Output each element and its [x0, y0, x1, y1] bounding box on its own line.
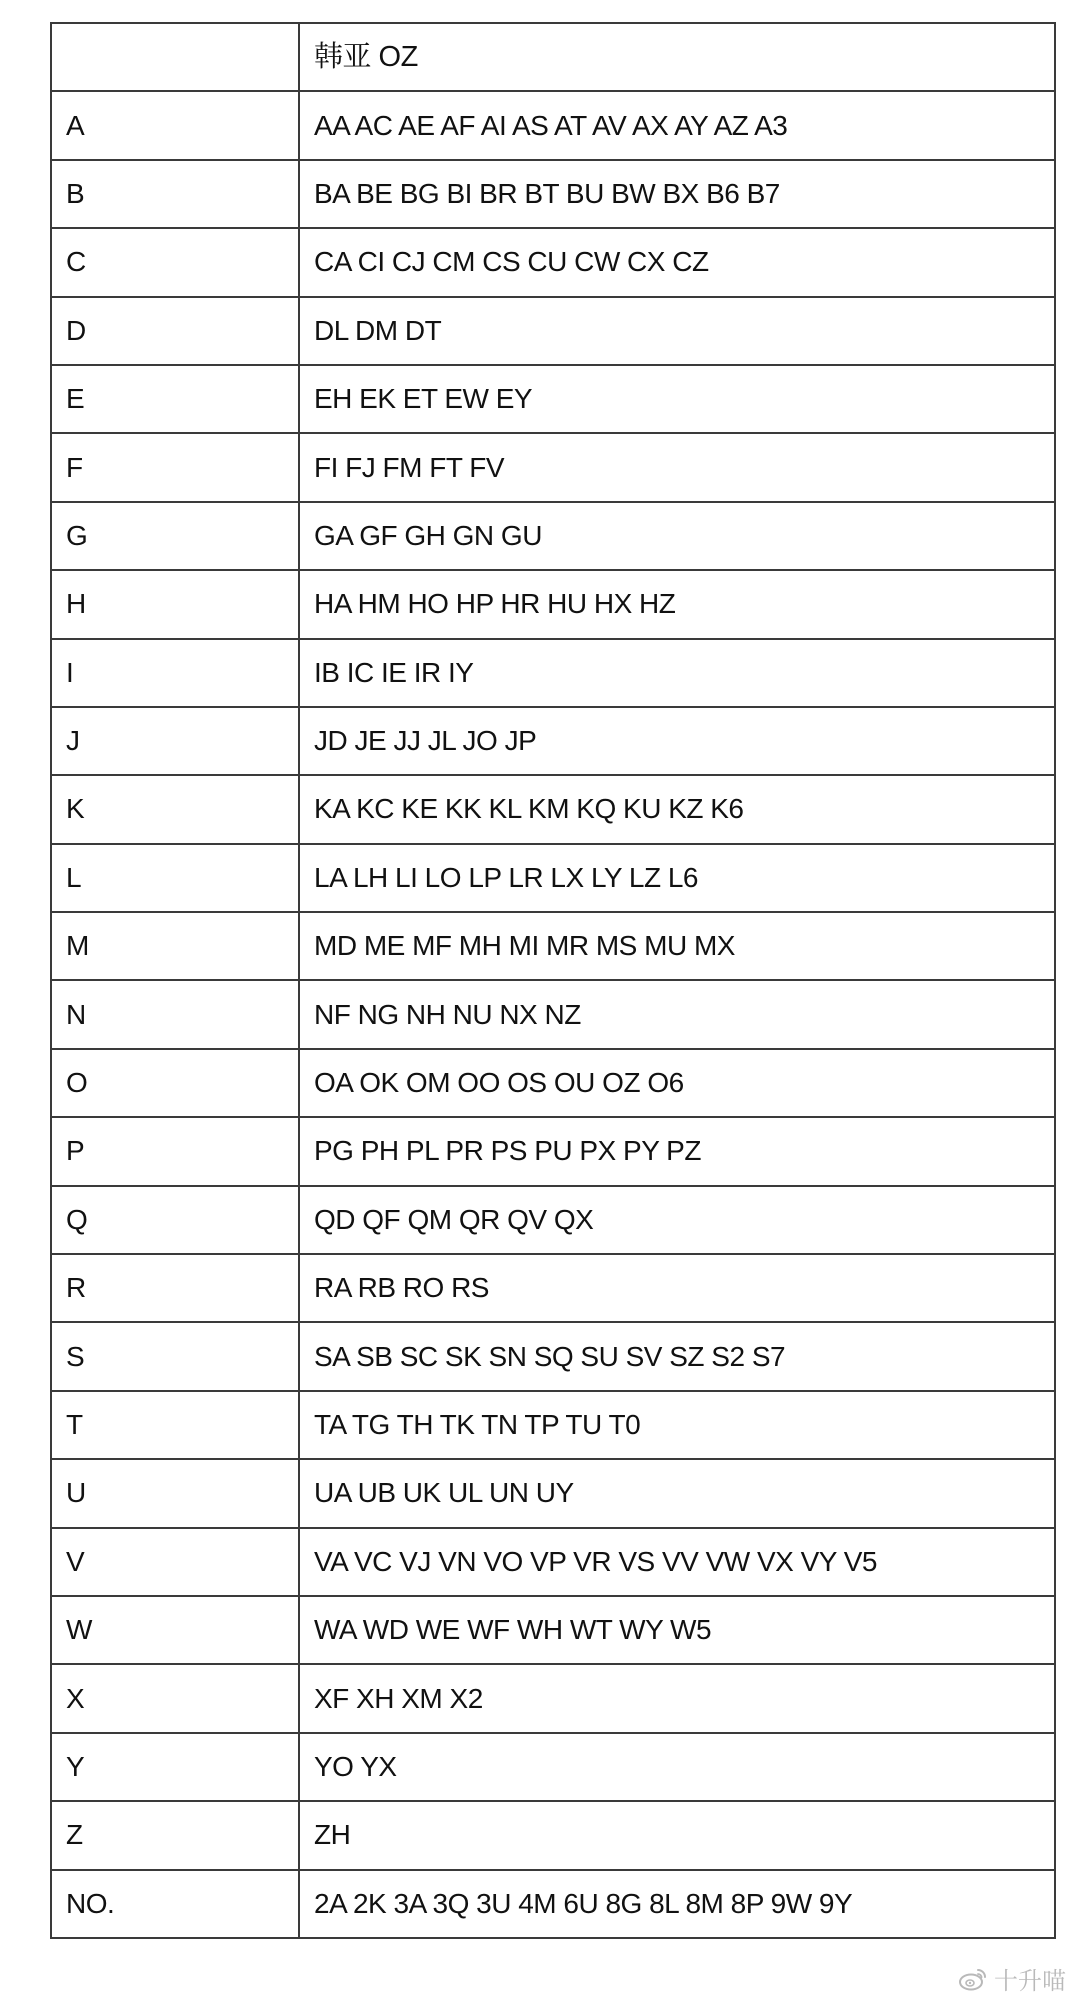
header-label-cell [51, 23, 299, 91]
row-codes-cell: AA AC AE AF AI AS AT AV AX AY AZ A3 [299, 91, 1055, 159]
row-codes-cell: JD JE JJ JL JO JP [299, 707, 1055, 775]
row-codes-cell: NF NG NH NU NX NZ [299, 980, 1055, 1048]
row-codes-cell: LA LH LI LO LP LR LX LY LZ L6 [299, 844, 1055, 912]
table-row [51, 1664, 1055, 1732]
watermark [958, 1961, 1066, 1996]
table-row [51, 1459, 1055, 1527]
row-label-cell: S [51, 1322, 299, 1390]
row-codes-cell: YO YX [299, 1733, 1055, 1801]
table-row [51, 433, 1055, 501]
row-label-cell: M [51, 912, 299, 980]
row-label-cell: K [51, 775, 299, 843]
table-row [51, 639, 1055, 707]
row-codes-cell: OA OK OM OO OS OU OZ O6 [299, 1049, 1055, 1117]
table-row [51, 1870, 1055, 1938]
row-label-cell: G [51, 502, 299, 570]
row-codes-cell: RA RB RO RS [299, 1254, 1055, 1322]
table-row [51, 1322, 1055, 1390]
row-label-cell: T [51, 1391, 299, 1459]
row-codes-cell: PG PH PL PR PS PU PX PY PZ [299, 1117, 1055, 1185]
airline-code-table [50, 22, 1056, 1939]
row-codes-cell: CA CI CJ CM CS CU CW CX CZ [299, 228, 1055, 296]
header-value-cell: 韩亚 OZ [299, 23, 1055, 91]
table-row [51, 1528, 1055, 1596]
row-codes-cell: MD ME MF MH MI MR MS MU MX [299, 912, 1055, 980]
row-codes-cell: TA TG TH TK TN TP TU T0 [299, 1391, 1055, 1459]
row-codes-cell: UA UB UK UL UN UY [299, 1459, 1055, 1527]
row-label-cell: H [51, 570, 299, 638]
row-codes-cell: SA SB SC SK SN SQ SU SV SZ S2 S7 [299, 1322, 1055, 1390]
table-row [51, 1733, 1055, 1801]
table-row [51, 1254, 1055, 1322]
row-codes-cell: VA VC VJ VN VO VP VR VS VV VW VX VY V5 [299, 1528, 1055, 1596]
weibo-icon [958, 1967, 988, 1991]
row-label-cell: N [51, 980, 299, 1048]
table-row [51, 570, 1055, 638]
table-row [51, 912, 1055, 980]
table-row [51, 707, 1055, 775]
row-label-cell: Z [51, 1801, 299, 1869]
row-label-cell: D [51, 297, 299, 365]
row-codes-cell: GA GF GH GN GU [299, 502, 1055, 570]
row-label-cell: B [51, 160, 299, 228]
row-codes-cell: BA BE BG BI BR BT BU BW BX B6 B7 [299, 160, 1055, 228]
row-label-cell: F [51, 433, 299, 501]
row-codes-cell: HA HM HO HP HR HU HX HZ [299, 570, 1055, 638]
table-row [51, 1117, 1055, 1185]
row-label-cell: P [51, 1117, 299, 1185]
table-row [51, 775, 1055, 843]
table-row [51, 1186, 1055, 1254]
row-codes-cell: XF XH XM X2 [299, 1664, 1055, 1732]
row-codes-cell: DL DM DT [299, 297, 1055, 365]
row-codes-cell: FI FJ FM FT FV [299, 433, 1055, 501]
table-row [51, 91, 1055, 159]
row-label-cell: X [51, 1664, 299, 1732]
watermark-text: 十升喵 [994, 1967, 1066, 1995]
row-codes-cell: IB IC IE IR IY [299, 639, 1055, 707]
table-row [51, 228, 1055, 296]
row-codes-cell: KA KC KE KK KL KM KQ KU KZ K6 [299, 775, 1055, 843]
row-label-cell: I [51, 639, 299, 707]
row-label-cell: Q [51, 1186, 299, 1254]
row-codes-cell: ZH [299, 1801, 1055, 1869]
table-row [51, 980, 1055, 1048]
table-header-row [51, 23, 1055, 91]
row-label-cell: L [51, 844, 299, 912]
row-label-cell: R [51, 1254, 299, 1322]
row-label-cell: W [51, 1596, 299, 1664]
row-label-cell: U [51, 1459, 299, 1527]
table-row [51, 365, 1055, 433]
row-label-cell: V [51, 1528, 299, 1596]
table-row [51, 1596, 1055, 1664]
row-codes-cell: WA WD WE WF WH WT WY W5 [299, 1596, 1055, 1664]
table-row [51, 1049, 1055, 1117]
row-label-cell: NO. [51, 1870, 299, 1938]
row-codes-cell: EH EK ET EW EY [299, 365, 1055, 433]
table-row [51, 297, 1055, 365]
table-row [51, 160, 1055, 228]
table-row [51, 844, 1055, 912]
row-codes-cell: 2A 2K 3A 3Q 3U 4M 6U 8G 8L 8M 8P 9W 9Y [299, 1870, 1055, 1938]
row-codes-cell: QD QF QM QR QV QX [299, 1186, 1055, 1254]
table-row [51, 502, 1055, 570]
row-label-cell: A [51, 91, 299, 159]
row-label-cell: O [51, 1049, 299, 1117]
row-label-cell: Y [51, 1733, 299, 1801]
table-row [51, 1801, 1055, 1869]
row-label-cell: J [51, 707, 299, 775]
table-row [51, 1391, 1055, 1459]
row-label-cell: C [51, 228, 299, 296]
row-label-cell: E [51, 365, 299, 433]
